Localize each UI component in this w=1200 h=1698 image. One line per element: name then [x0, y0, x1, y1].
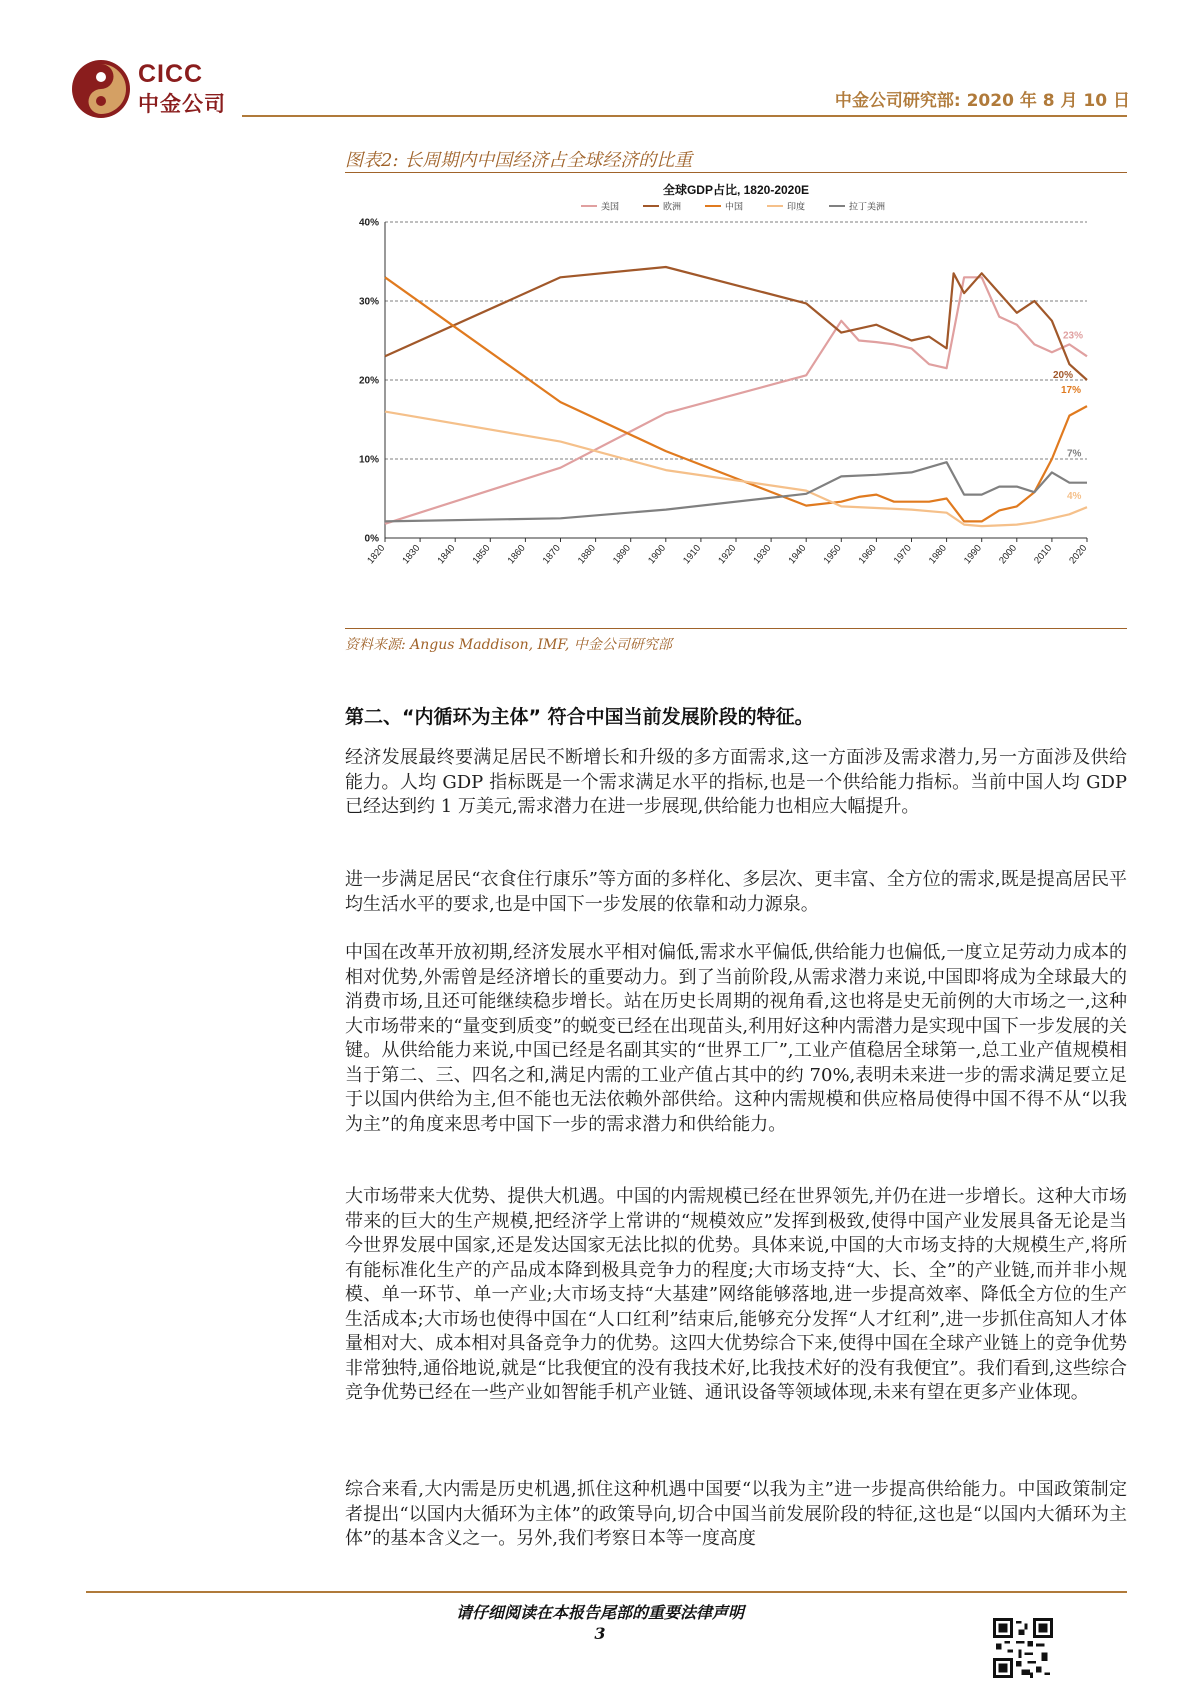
x-tick-label-18: 2000	[997, 542, 1020, 567]
y-tick-label-2: 20%	[358, 375, 379, 387]
x-tick-label-1: 1830	[400, 542, 423, 567]
cicc-emblem-icon	[70, 58, 132, 120]
section-title: 第二、“内循环为主体” 符合中国当前发展阶段的特征。	[345, 706, 814, 728]
x-tick-label-3: 1850	[470, 542, 493, 567]
x-tick-label-4: 1860	[505, 542, 528, 567]
end-label-3: 7%	[1067, 448, 1082, 460]
y-tick-label-0: 0%	[364, 533, 379, 545]
x-tick-label-8: 1900	[646, 542, 669, 567]
y-tick-label-1: 10%	[358, 454, 379, 466]
x-tick-label-6: 1880	[575, 542, 598, 567]
figure-rule-bottom	[345, 628, 1127, 629]
figure-rule-top	[345, 172, 1127, 173]
paragraph-4: 大市场带来大优势、提供大机遇。中国的内需规模已经在世界领先,并仍在进一步增长。这种大市场带来的巨大的生产规模,把经济学上常讲的“规模效应”发挥到极致,使得中国产业发展具备无论是当今世界发展中国家,还是发达国家无法比拟的优势。具体来说,中国的大市场支持的大规模生产,将所有能标准化生产的产品成本降到极具竞争力的程度;大市场支持“大、长、全”的产业链,而并非小规模、单一环节、单一产业;大市场支持“大基建”网络能够落地,进一步提高效率、降低全方位的生产生活成本;大市场也使得中国在“人口红利”结束后,能够充分发挥“人才红利”,进一步抓住高知人才体量相对大、成本相对具备竞争力的优势。这四大优势综合下来,使得中国在全球产业链上的竞争优势非常独特,通俗地说,就是“比我便宜的没有我技术好,比我技术好的没有我便宜”。我们看到,这些综合竞争优势已经在一些产业如智能手机产业链、通讯设备等领域体现,未来有望在更多产业体现。	[345, 1186, 1127, 1403]
legend-label-1: 欧洲	[663, 201, 682, 212]
cicc-logo	[70, 58, 230, 120]
paragraph-2: 进一步满足居民“衣食住行康乐”等方面的多样化、多层次、更丰富、全方位的需求,既是提高居民平均生活水平的要求,也是中国下一步发展的依靠和动力源泉。	[345, 869, 1127, 915]
figure-source: 资料来源: Angus Maddison, IMF, 中金公司研究部	[345, 637, 672, 653]
legend-label-0: 美国	[601, 201, 620, 212]
x-tick-label-13: 1950	[821, 542, 844, 567]
x-tick-label-0: 1820	[365, 542, 388, 567]
legend-label-2: 中国	[725, 201, 744, 212]
footer-rule	[86, 1591, 1127, 1593]
x-tick-label-16: 1980	[926, 542, 949, 567]
figure-title: 图表2: 长周期内中国经济占全球经济的比重	[345, 150, 693, 171]
gdp-share-chart	[345, 180, 1127, 630]
series-line-4	[385, 462, 1087, 521]
logo-text-cn: 中金公司	[138, 92, 226, 116]
legend-label-3: 印度	[787, 201, 806, 212]
series-line-1	[385, 267, 1087, 380]
y-tick-label-3: 30%	[358, 296, 379, 308]
footer-legal-note: 请仔细阅读在本报告尾部的重要法律声明	[455, 1603, 744, 1622]
paragraph-3: 中国在改革开放初期,经济发展水平相对偏低,需求水平偏低,供给能力也偏低,一度立足劳动力成本的相对优势,外需曾是经济增长的重要动力。到了当前阶段,从需求潜力来说,中国即将成为全球最大的消费市场,且还可能继续稳步增长。站在历史长周期的视角看,这也将是史无前例的大市场之一,这种大市场带来的“量变到质变”的蜕变已经在出现苗头,利用好这种内需潜力是实现中国下一步发展的关键。从供给能力来说,中国已经是名副其实的“世界工厂”,工业产值稳居全球第一,总工业产值规模相当于第二、三、四名之和,满足内需的工业产值占其中的约 70%,表明未来进一步的需求满足要立足于以国内供给为主,但不能也无法依赖外部供给。这种内需规模和供应格局使得中国不得不从“以我为主”的角度来思考中国下一步的需求潜力和供给能力。	[345, 942, 1127, 1135]
x-tick-label-12: 1940	[786, 542, 809, 567]
series-line-0	[385, 277, 1087, 524]
chart-title: 全球GDP占比, 1820-2020E	[662, 183, 810, 197]
end-label-0: 23%	[1063, 330, 1084, 342]
x-tick-label-15: 1970	[891, 542, 914, 567]
paragraph-5: 综合来看,大内需是历史机遇,抓住这种机遇中国要“以我为主”进一步提高供给能力。中国政策制定者提出“以国内大循环为主体”的政策导向,切合中国当前发展阶段的特征,这也是“以国内大循环为主体”的基本含义之一。另外,我们考察日本等一度高度	[345, 1479, 1127, 1549]
end-label-4: 4%	[1067, 491, 1082, 503]
logo-text-en: CICC	[138, 60, 204, 88]
paragraph-1: 经济发展最终要满足居民不断增长和升级的多方面需求,这一方面涉及需求潜力,另一方面涉及供给能力。人均 GDP 指标既是一个需求满足水平的指标,也是一个供给能力指标。当前中国人均 GDP 已经达到约 1 万美元,需求潜力在进一步展现,供给能力也相应大幅提升。	[345, 747, 1127, 817]
x-tick-label-5: 1870	[540, 542, 563, 567]
header-meta: 中金公司研究部: 2020 年 8 月 10 日	[834, 91, 1130, 111]
x-tick-label-19: 2010	[1032, 542, 1055, 567]
x-tick-label-14: 1960	[856, 542, 879, 567]
x-tick-label-17: 1990	[961, 542, 984, 567]
series-line-3	[385, 412, 1087, 526]
legend-label-4: 拉丁美洲	[849, 201, 886, 212]
qr-code-icon[interactable]	[993, 1618, 1053, 1678]
page-number: 3	[594, 1624, 606, 1643]
y-tick-label-4: 40%	[358, 217, 379, 229]
x-tick-label-2: 1840	[435, 542, 458, 567]
x-tick-label-20: 2020	[1067, 542, 1090, 567]
series-line-2	[385, 277, 1087, 521]
x-tick-label-7: 1890	[610, 542, 633, 567]
end-label-2: 17%	[1061, 385, 1082, 397]
x-tick-label-11: 1930	[751, 542, 774, 567]
end-label-1: 20%	[1053, 370, 1074, 381]
x-tick-label-9: 1910	[681, 542, 704, 567]
x-tick-label-10: 1920	[716, 542, 739, 567]
header-rule	[242, 115, 1127, 117]
